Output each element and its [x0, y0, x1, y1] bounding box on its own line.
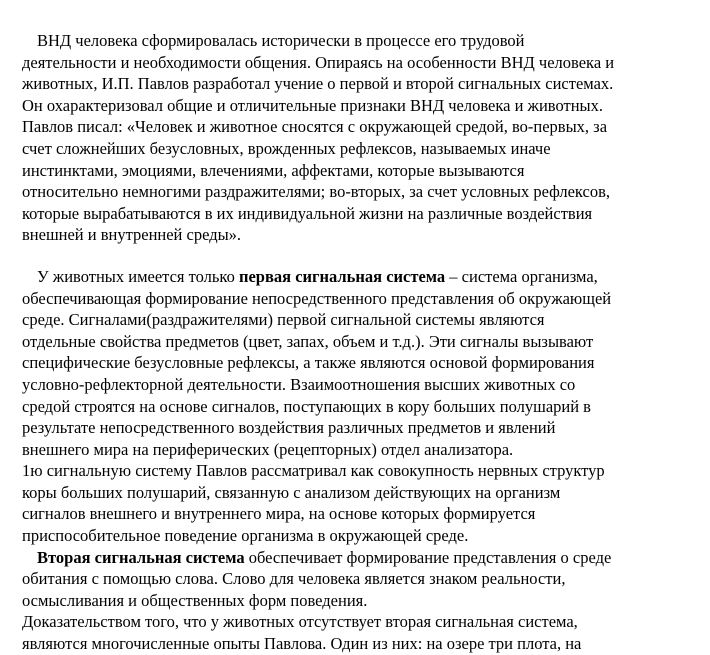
text-line: [22, 396, 706, 418]
text-segment: среде. Сигналами(раздражителями) первой сигнальной системы являются: [22, 310, 545, 330]
text-segment: специфические безусловные рефлексы, а также являются основой формирования: [22, 353, 595, 373]
text-line: [22, 224, 706, 246]
text-line: [22, 52, 706, 74]
text-segment: которые вырабатываются в их индивидуальной жизни на различные воздействия: [22, 203, 593, 223]
text-line: [22, 503, 706, 525]
text-line: [22, 181, 706, 203]
text-line: [22, 374, 706, 396]
text-line: [22, 611, 706, 633]
bold-term: первая сигнальная система: [238, 266, 446, 286]
text-segment: обитания с помощью слова. Слово для человека является знаком реальности,: [22, 569, 566, 589]
text-segment: коры больших полушарий, связанную с анализом действующих на организм: [22, 482, 561, 502]
text-line: [22, 266, 706, 288]
text-line: [22, 95, 706, 117]
text-segment: являются многочисленные опыты Павлова. Один из них: на озере три плота, на: [22, 634, 582, 654]
text-line: [22, 568, 706, 590]
text-segment: сигналов внешнего и внутреннего мира, на основе которых формируется: [22, 504, 536, 524]
text-line: [22, 116, 706, 138]
text-segment: счет сложнейших безусловных, врожденных рефлексов, называемых иначе: [22, 138, 551, 158]
text-segment: деятельности и необходимости общения. Опираясь на особенности ВНД человека и: [22, 52, 615, 72]
text-segment: Доказательством того, что у животных отсутствует вторая сигнальная система,: [22, 612, 578, 632]
text-segment: У животных имеется только: [37, 266, 239, 286]
text-segment: приспособительное поведение организма в окружающей среде.: [22, 526, 469, 546]
text-line: [22, 482, 706, 504]
text-line: [22, 160, 706, 182]
text-segment: обеспечивающая формирование непосредственного представления об окружающей: [22, 288, 612, 308]
text-line: [22, 460, 706, 482]
text-segment: внешнего мира на периферических (рецепторных) отдел анализатора.: [22, 439, 514, 459]
text-line: [22, 30, 706, 52]
text-line: [22, 633, 706, 655]
text-segment: отдельные свойства предметов (цвет, запах, объем и т.д.). Эти сигналы вызывают: [22, 331, 594, 351]
text-segment: инстинктами, эмоциями, влечениями, аффектами, которые вызываются: [22, 160, 525, 180]
text-segment: Павлов писал: «Человек и животное сносятся с окружающей средой, во-первых, за: [22, 117, 608, 137]
text-segment: условно-рефлекторной деятельности. Взаимоотношения высших животных со: [22, 374, 576, 394]
signal-systems-paragraph: [22, 266, 706, 655]
text-segment: Он охарактеризовал общие и отличительные признаки ВНД человека и животных.: [22, 95, 603, 115]
text-segment: ВНД человека сформировалась исторически в процессе его трудовой: [37, 31, 525, 50]
text-segment: относительно немногими раздражителями; во-вторых, за счет условных рефлексов,: [22, 182, 611, 202]
text-line: [22, 590, 706, 612]
bold-term: Вторая сигнальная система: [37, 547, 245, 567]
text-line: [22, 352, 706, 374]
document-body: [22, 30, 706, 655]
text-line: [22, 417, 706, 439]
text-line: [22, 547, 706, 569]
text-segment: животных, И.П. Павлов разработал учение о первой и второй сигнальных системах.: [22, 74, 614, 94]
text-line: [22, 439, 706, 461]
text-segment: результате непосредственного воздействия различных предметов и явлений: [22, 418, 556, 438]
text-segment: – система организма,: [445, 266, 598, 286]
text-segment: средой строятся на основе сигналов, поступающих в кору больших полушарий в: [22, 396, 591, 416]
text-line: [22, 288, 706, 310]
text-line: [22, 525, 706, 547]
text-line: [22, 138, 706, 160]
text-segment: 1ю сигнальную систему Павлов рассматривал как совокупность нервных структур: [22, 461, 605, 481]
text-segment: обеспечивает формирование представления о среде: [244, 547, 612, 567]
text-segment: внешней и внутренней среды».: [22, 225, 242, 245]
text-line: [22, 203, 706, 225]
text-line: [22, 309, 706, 331]
text-line: [22, 331, 706, 353]
text-line: [22, 73, 706, 95]
text-segment: осмысливания и общественных форм поведения.: [22, 590, 368, 610]
intro-paragraph: [22, 30, 706, 246]
